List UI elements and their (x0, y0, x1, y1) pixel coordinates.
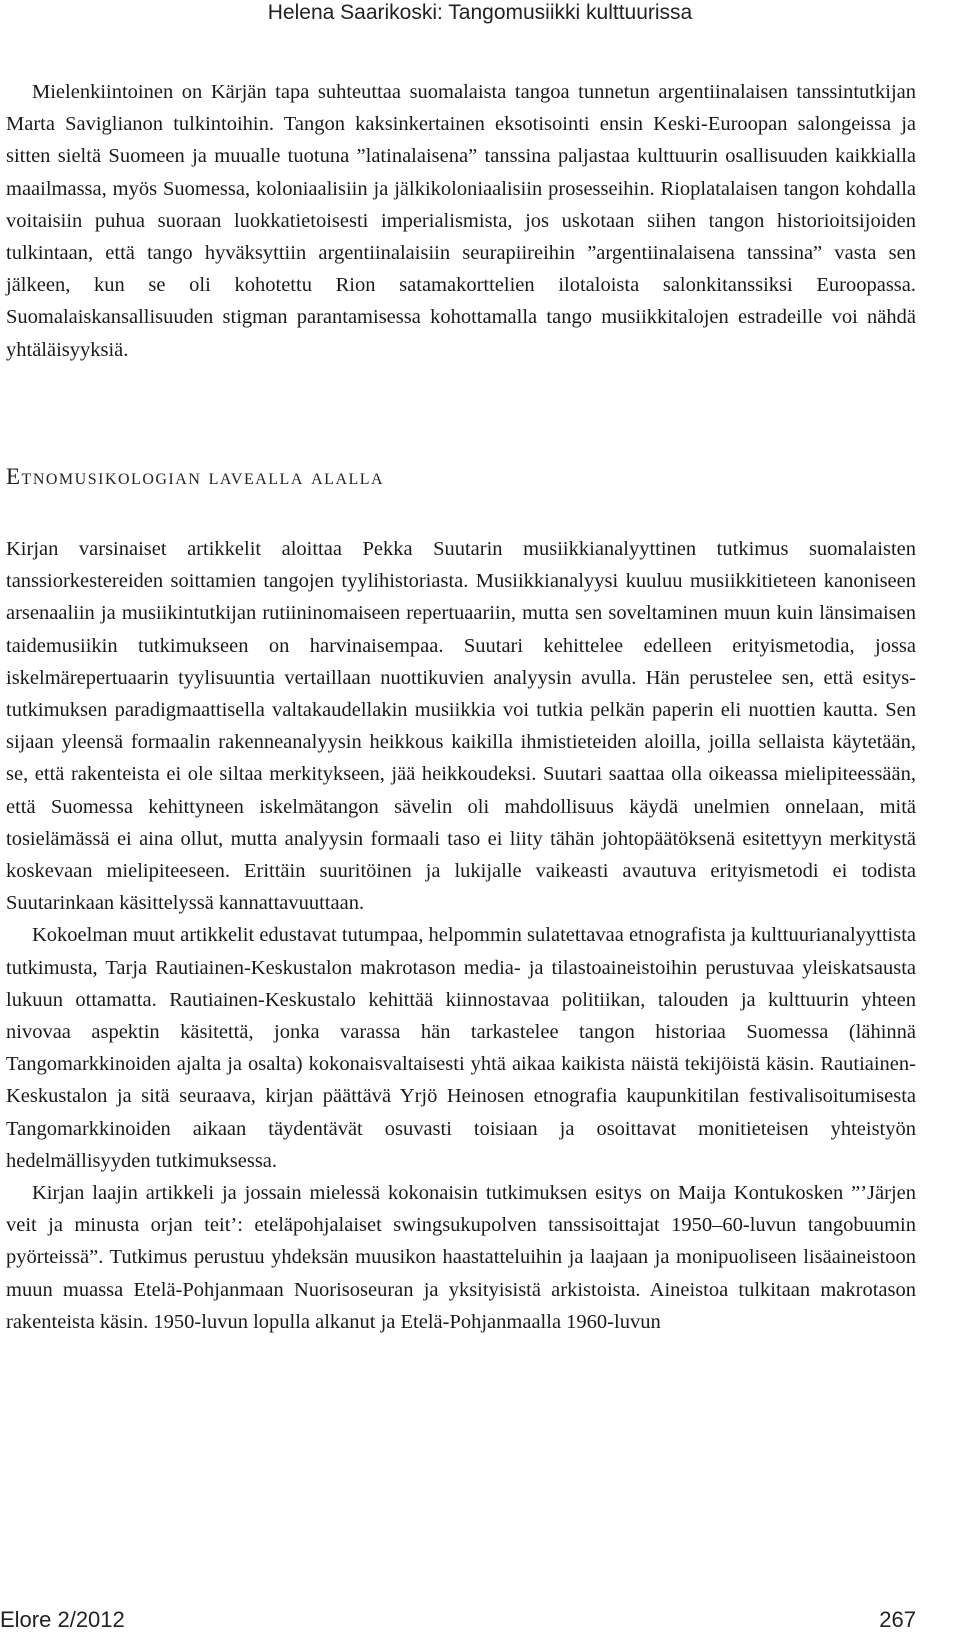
intro-text-block (6, 76, 916, 366)
section-paragraph-3: Kirjan laajin artikkeli ja jossain mielessä kokonaisin tutkimuksen esitys on Maija Kontukosken ”’Järjen veit ja minusta orjan teit’: eteläpohjalaiset swingsukupolven tanssisoittajat 1950–60-luvun tangobuumin pyörteissä”. Tutkimus perustuu yhdeksän muusikon haastatteluihin ja laajaan ja monipuoliseen lisäaineistoon muun muassa Etelä-Pohjanmaan Nuorisoseuran ja yksityisistä arkistoista. Aineistoa tulkitaan makrotason rakenteista käsin. 1950-luvun lopulla alkanut ja Etelä-Pohjanmaalla 1960-luvun (6, 1182, 916, 1333)
running-header: Helena Saarikoski: Tangomusiikki kulttuurissa (267, 1, 693, 24)
section-text-block (6, 533, 916, 1338)
section-paragraph-2: Kokoelman muut artikkelit edustavat tutumpaa, helpommin sulatettavaa etnografista ja kulttuurianalyyttista tutkimusta, Tarja Rautiainen-Keskustalon makrotason media- ja tilastoaineistoihin perustuvaa yleiskatsausta lukuun ottamatta. Rautiainen-Keskustalo kehittää kiinnostavaa politiikan, talouden ja kulttuurin yhteen nivovaa aspektin käsitettä, jonka varassa hän tarkastelee tangon historiaa Suomessa (lähinnä Tangomarkkinoiden ajalta ja osalta) kokonaisvaltaisesti yhtä aikaa kaikista näistä tekijöistä käsin. Rautiainen-Keskustalon ja sitä seuraava, kirjan päättävä Yrjö Heinosen etnografia kaupunkitilan festivalisoitumisesta Tangomarkkinoiden aikaan täydentävät osuvasti toisiaan ja osoittavat monitieteisen yhteistyön hedelmällisyyden tutkimuksessa. (6, 924, 916, 1172)
section-paragraph-1: Kirjan varsinaiset artikkelit aloittaa Pekka Suutarin musiikkianalyyttinen tutkimus suomalaisten tanssiorkestereiden soittamien tangojen tyylihistoriasta. Musiikkianalyysi kuuluu musiikkitieteen kanoniseen arsenaaliin ja musiikintutkijan rutiininomaiseen repertuaariin, mutta sen soveltaminen muun kuin länsimaisen taidemusiikin tutkimukseen on harvinaisempaa. Suutari kehittelee edelleen erityismetodia, jossa iskelmärepertuaarin tyylisuuntia vertaillaan nuottikuvien analyysin avulla. Hän perustelee sen, että esitystutkimuksen paradigmaattisella valtakaudellakin musiikkia voi tutkia pelkän paperin eli nuottien kautta. Sen sijaan yleensä formaalin rakenneanalyysin heikkous kaikilla ihmistieteiden aloilla, joilla sellaista käytetään, se, että rakenteista ei ole siltaa merkitykseen, jää heikkoudeksi. Suutari saattaa olla oikeassa mielipiteessään, että Suomessa kehittyneen iskelmätangon sävelin oli mahdollisuus käydä unelmien onnelaan, mitä tosielämässä ei aina ollut, mutta analyysin formaali taso ei liity tähän johtopäätöksenä esitettyyn merkitystä koskevaan mielipiteeseen. Erittäin suuritöinen ja lukijalle vaikeasti avautuva erityismetodi ei todista Suutarinkaan käsittelyssä kannattavuuttaan. (6, 538, 916, 915)
page-number: 267 (879, 1607, 916, 1632)
journal-issue: Elore 2/2012 (0, 1607, 125, 1632)
section-heading: Etnomusikologian lavealla alalla (6, 464, 385, 489)
intro-paragraph: Mielenkiintoinen on Kärjän tapa suhteuttaa suomalaista tangoa tunnetun argentiinalaisen tanssintutkijan Marta Saviglianon tulkintoihin. Tangon kaksinkertainen eksotisointi ensin Keski-Euroopan salongeissa ja sitten sieltä Suomeen ja muualle tuotuna ”latinalaisena” tanssina paljastaa kulttuurin osallisuuden kaikkialla maailmassa, myös Suomessa, koloniaalisiin ja jälkikoloniaalisiin prosesseihin. Rioplatalaisen tangon kohdalla voitaisiin puhua suoraan luokkatietoisesti imperialismista, jos uskotaan siihen tangon historioitsijoiden tulkintaan, että tango hyväksyttiin argentiinalaisiin seurapiireihin ”argentiinalaisena tanssina” vasta sen jälkeen, kun se oli kohotettu Rion satamakorttelien ilotaloista salonkitanssiksi Euroopassa. Suomalaiskansallisuuden stigman parantamisessa kohottamalla tango musiikkitalojen estradeille voi nähdä yhtäläisyyksiä. (6, 81, 916, 361)
